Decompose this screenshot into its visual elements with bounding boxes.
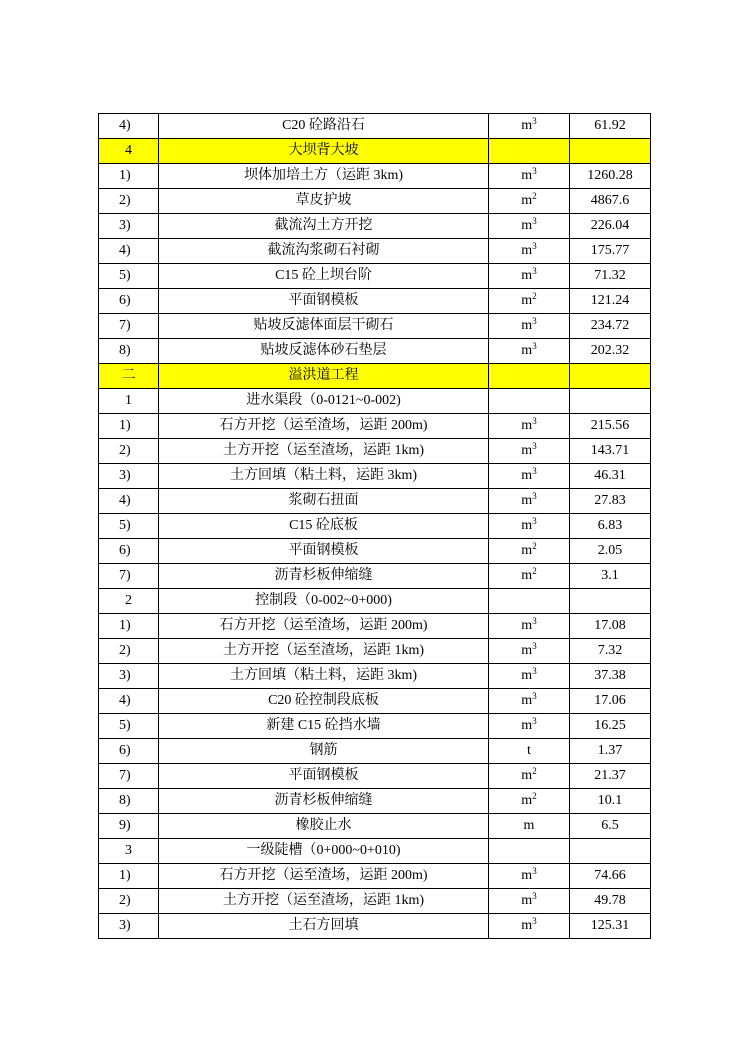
item-name-cell: 土方开挖（运至渣场，运距 1km) [159, 639, 489, 664]
table-row [99, 364, 651, 389]
unit-exponent: 3 [532, 341, 537, 351]
unit-cell [489, 214, 570, 239]
table-row [99, 464, 651, 489]
item-number-cell: 3 [99, 839, 159, 864]
item-number-cell: 4) [99, 689, 159, 714]
unit-cell [489, 614, 570, 639]
table-row [99, 639, 651, 664]
unit-cell [489, 689, 570, 714]
unit-base: m [521, 893, 533, 908]
item-name-cell: C20 砼控制段底板 [159, 689, 489, 714]
unit-cell [489, 364, 570, 389]
item-number-cell: 3) [99, 214, 159, 239]
unit-exponent: 2 [532, 791, 537, 801]
unit-cell [489, 289, 570, 314]
quantity-cell: 202.32 [570, 339, 651, 364]
unit-base: m [521, 193, 533, 208]
unit-cell [489, 814, 570, 839]
item-number-cell: 3) [99, 664, 159, 689]
unit-exponent: 2 [532, 191, 537, 201]
item-name-cell: 土方回填（粘土料，运距 3km) [159, 464, 489, 489]
unit-base: m [521, 218, 533, 233]
quantity-cell: 71.32 [570, 264, 651, 289]
quantity-cell: 215.56 [570, 414, 651, 439]
unit-cell [489, 789, 570, 814]
item-number-cell: 4 [99, 139, 159, 164]
unit-cell [489, 864, 570, 889]
table-row [99, 839, 651, 864]
table-row [99, 789, 651, 814]
item-name-cell: 土方回填（粘土料，运距 3km) [159, 664, 489, 689]
item-name-cell: 沥青杉板伸缩缝 [159, 789, 489, 814]
unit-cell [489, 514, 570, 539]
item-name-cell: 草皮护坡 [159, 189, 489, 214]
unit-exponent: 2 [532, 291, 537, 301]
item-name-cell: 坝体加培土方（运距 3km) [159, 164, 489, 189]
item-number-cell: 9) [99, 814, 159, 839]
item-number-cell: 2) [99, 639, 159, 664]
item-name-cell: 浆砌石扭面 [159, 489, 489, 514]
table-row [99, 764, 651, 789]
unit-exponent: 3 [532, 641, 537, 651]
table-row [99, 714, 651, 739]
unit-base: m [521, 493, 533, 508]
unit-cell [489, 664, 570, 689]
item-name-cell: C20 砼路沿石 [159, 114, 489, 139]
table-row [99, 689, 651, 714]
quantity-cell: 143.71 [570, 439, 651, 464]
unit-base: m [521, 643, 533, 658]
table-row [99, 314, 651, 339]
quantity-cell [570, 364, 651, 389]
unit-base: m [521, 243, 533, 258]
item-name-cell: 截流沟土方开挖 [159, 214, 489, 239]
unit-exponent: 3 [532, 516, 537, 526]
unit-exponent: 3 [532, 666, 537, 676]
table-body [99, 114, 651, 939]
unit-base: m [521, 718, 533, 733]
unit-base: m [521, 768, 533, 783]
table-row [99, 864, 651, 889]
item-name-cell: C15 砼上坝台阶 [159, 264, 489, 289]
unit-cell [489, 764, 570, 789]
unit-cell [489, 639, 570, 664]
unit-base: m [521, 418, 533, 433]
item-name-cell: 土方开挖（运至渣场，运距 1km) [159, 439, 489, 464]
table-row [99, 414, 651, 439]
item-number-cell: 1) [99, 864, 159, 889]
item-name-cell: C15 砼底板 [159, 514, 489, 539]
item-number-cell: 4) [99, 114, 159, 139]
quantity-cell: 121.24 [570, 289, 651, 314]
quantity-cell: 1260.28 [570, 164, 651, 189]
quantity-cell: 46.31 [570, 464, 651, 489]
item-name-cell: 新建 C15 砼挡水墙 [159, 714, 489, 739]
item-number-cell: 7) [99, 764, 159, 789]
item-number-cell: 6) [99, 739, 159, 764]
unit-cell [489, 164, 570, 189]
quantity-cell [570, 839, 651, 864]
unit-base: m [521, 868, 533, 883]
unit-base: m [523, 818, 535, 833]
item-name-cell: 截流沟浆砌石衬砌 [159, 239, 489, 264]
item-name-cell: 贴坡反滤体砂石垫层 [159, 339, 489, 364]
unit-exponent: 3 [532, 441, 537, 451]
unit-base: m [521, 518, 533, 533]
unit-cell [489, 739, 570, 764]
item-number-cell: 1) [99, 414, 159, 439]
table-row [99, 614, 651, 639]
unit-cell [489, 914, 570, 939]
item-name-cell: 进水渠段（0-0121~0-002) [159, 389, 489, 414]
quantity-cell [570, 589, 651, 614]
unit-base: m [521, 543, 533, 558]
item-number-cell: 1 [99, 389, 159, 414]
quantity-cell: 17.08 [570, 614, 651, 639]
unit-exponent: 2 [532, 541, 537, 551]
item-number-cell: 7) [99, 314, 159, 339]
unit-base: t [527, 743, 531, 758]
item-name-cell: 平面钢模板 [159, 539, 489, 564]
table-row [99, 914, 651, 939]
table-row [99, 164, 651, 189]
quantity-cell: 74.66 [570, 864, 651, 889]
unit-exponent: 3 [532, 491, 537, 501]
unit-exponent: 3 [532, 416, 537, 426]
quantity-cell: 4867.6 [570, 189, 651, 214]
table-row [99, 739, 651, 764]
quantity-cell: 6.5 [570, 814, 651, 839]
unit-base: m [521, 318, 533, 333]
unit-cell [489, 839, 570, 864]
item-name-cell: 石方开挖（运至渣场，运距 200m) [159, 864, 489, 889]
table-row [99, 814, 651, 839]
unit-cell [489, 139, 570, 164]
unit-exponent: 3 [532, 916, 537, 926]
item-name-cell: 钢筋 [159, 739, 489, 764]
unit-base: m [521, 918, 533, 933]
table-row [99, 664, 651, 689]
unit-base: m [521, 618, 533, 633]
unit-exponent: 2 [532, 566, 537, 576]
item-name-cell: 一级陡槽（0+000~0+010) [159, 839, 489, 864]
unit-exponent: 3 [532, 316, 537, 326]
unit-base: m [521, 568, 533, 583]
unit-exponent: 3 [532, 616, 537, 626]
item-number-cell: 4) [99, 239, 159, 264]
item-name-cell: 橡胶止水 [159, 814, 489, 839]
unit-exponent: 3 [532, 466, 537, 476]
item-number-cell: 6) [99, 539, 159, 564]
unit-base: m [521, 693, 533, 708]
quantity-cell: 234.72 [570, 314, 651, 339]
unit-base: m [521, 343, 533, 358]
unit-cell [489, 239, 570, 264]
table-row [99, 489, 651, 514]
quantity-cell: 1.37 [570, 739, 651, 764]
item-name-cell: 石方开挖（运至渣场，运距 200m) [159, 414, 489, 439]
item-number-cell: 3) [99, 464, 159, 489]
unit-exponent: 3 [532, 216, 537, 226]
item-name-cell: 石方开挖（运至渣场，运距 200m) [159, 614, 489, 639]
table-row [99, 564, 651, 589]
table-row [99, 264, 651, 289]
bill-of-quantities-table [98, 113, 651, 939]
unit-exponent: 2 [532, 766, 537, 776]
unit-cell [489, 314, 570, 339]
quantity-cell: 37.38 [570, 664, 651, 689]
item-name-cell: 沥青杉板伸缩缝 [159, 564, 489, 589]
item-name-cell: 贴坡反滤体面层干砌石 [159, 314, 489, 339]
item-number-cell: 1) [99, 614, 159, 639]
item-number-cell: 2) [99, 189, 159, 214]
quantity-cell: 3.1 [570, 564, 651, 589]
table-row [99, 214, 651, 239]
quantity-cell: 21.37 [570, 764, 651, 789]
item-number-cell: 8) [99, 789, 159, 814]
unit-cell [489, 539, 570, 564]
unit-cell [489, 439, 570, 464]
quantity-cell: 17.06 [570, 689, 651, 714]
item-name-cell: 控制段（0-002~0+000) [159, 589, 489, 614]
unit-base: m [521, 268, 533, 283]
item-name-cell: 平面钢模板 [159, 289, 489, 314]
quantity-cell: 226.04 [570, 214, 651, 239]
unit-cell [489, 464, 570, 489]
item-name-cell: 溢洪道工程 [159, 364, 489, 389]
table-row [99, 439, 651, 464]
item-number-cell: 5) [99, 514, 159, 539]
table-row [99, 139, 651, 164]
quantity-cell: 16.25 [570, 714, 651, 739]
item-number-cell: 6) [99, 289, 159, 314]
unit-cell [489, 114, 570, 139]
quantity-cell: 10.1 [570, 789, 651, 814]
unit-exponent: 3 [532, 166, 537, 176]
table-row [99, 189, 651, 214]
item-number-cell: 2) [99, 889, 159, 914]
item-number-cell: 1) [99, 164, 159, 189]
item-number-cell: 4) [99, 489, 159, 514]
unit-cell [489, 264, 570, 289]
unit-cell [489, 389, 570, 414]
unit-exponent: 3 [532, 266, 537, 276]
quantity-cell: 2.05 [570, 539, 651, 564]
quantity-cell: 7.32 [570, 639, 651, 664]
item-number-cell: 2) [99, 439, 159, 464]
unit-exponent: 3 [532, 241, 537, 251]
unit-cell [489, 714, 570, 739]
item-name-cell: 大坝背大坡 [159, 139, 489, 164]
item-number-cell: 8) [99, 339, 159, 364]
item-name-cell: 土石方回填 [159, 914, 489, 939]
table-row [99, 239, 651, 264]
table-row [99, 339, 651, 364]
unit-base: m [521, 468, 533, 483]
unit-cell [489, 889, 570, 914]
item-number-cell: 7) [99, 564, 159, 589]
unit-base: m [521, 293, 533, 308]
item-number-cell: 5) [99, 714, 159, 739]
item-number-cell: 3) [99, 914, 159, 939]
unit-exponent: 3 [532, 716, 537, 726]
unit-cell [489, 339, 570, 364]
table-row [99, 514, 651, 539]
quantity-cell [570, 139, 651, 164]
quantity-cell: 6.83 [570, 514, 651, 539]
quantity-cell: 125.31 [570, 914, 651, 939]
item-name-cell: 平面钢模板 [159, 764, 489, 789]
table-row [99, 389, 651, 414]
table-row [99, 289, 651, 314]
unit-base: m [521, 443, 533, 458]
unit-cell [489, 564, 570, 589]
unit-exponent: 3 [532, 866, 537, 876]
table-row [99, 889, 651, 914]
unit-exponent: 3 [532, 891, 537, 901]
unit-base: m [521, 793, 533, 808]
table-row [99, 114, 651, 139]
table-row [99, 589, 651, 614]
unit-cell [489, 589, 570, 614]
item-name-cell: 土方开挖（运至渣场，运距 1km) [159, 889, 489, 914]
item-number-cell: 2 [99, 589, 159, 614]
unit-cell [489, 489, 570, 514]
unit-exponent: 3 [532, 691, 537, 701]
unit-base: m [521, 168, 533, 183]
unit-base: m [521, 668, 533, 683]
quantity-cell: 27.83 [570, 489, 651, 514]
unit-exponent: 3 [532, 116, 537, 126]
unit-cell [489, 189, 570, 214]
quantity-cell: 175.77 [570, 239, 651, 264]
table-row [99, 539, 651, 564]
quantity-cell: 49.78 [570, 889, 651, 914]
unit-base: m [521, 118, 533, 133]
quantity-cell: 61.92 [570, 114, 651, 139]
unit-cell [489, 414, 570, 439]
item-number-cell: 二 [99, 364, 159, 389]
quantity-cell [570, 389, 651, 414]
item-number-cell: 5) [99, 264, 159, 289]
